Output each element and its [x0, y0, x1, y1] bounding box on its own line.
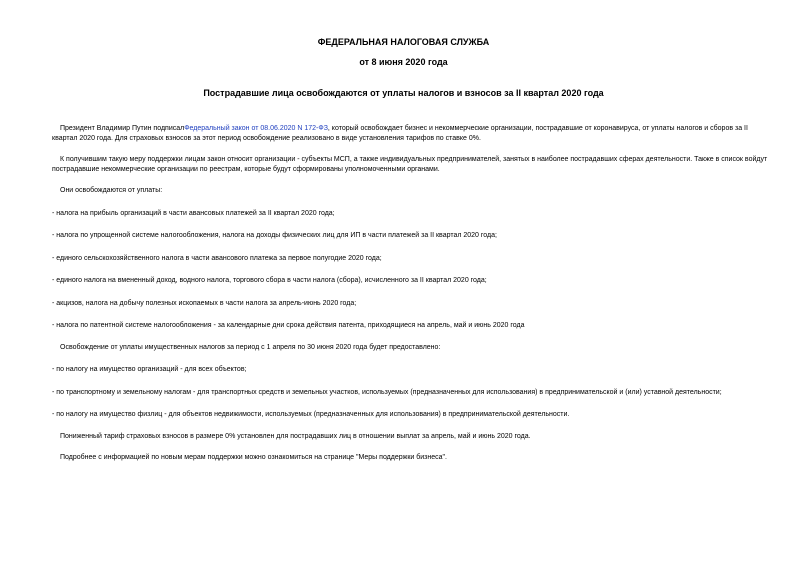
exempt-item: - налога по упрощенной системе налогообложения, налога на доходы физических лиц для ИП в части платежей за II квартал 2020 года;: [52, 232, 497, 239]
intro-text-after-link: , который освобождает бизнес и некоммерческие организации, пострадавшие от коронавируса, от уплаты налогов и сборов за II квартал 2020 года. Для страховых взносов за этот период освобождение реализовано в виде установления тарифов по ставке 0%.: [52, 125, 748, 142]
document-date: от 8 июня 2020 года: [359, 57, 448, 67]
intro-text-before-link: Президент Владимир Путин подписал: [60, 125, 185, 132]
recipients-paragraph: К получившим такую меру поддержки лицам закон относит организации - субъекты МСП, а также индивидуальных предпринимателей, занятых в наиболее пострадавших сферах деятельности. Также в список войдут пострадавшие некоммерческие организации по реестрам, которые будут сформированы уполномоченными органами.: [52, 156, 768, 173]
property-intro: Освобождение от уплаты имущественных налогов за период с 1 апреля по 30 июня 2020 года будет предоставлено:: [60, 343, 441, 351]
intro-paragraph: [52, 124, 770, 143]
federal-law-link[interactable]: Федеральный закон от 08.06.2020 N 172-ФЗ: [184, 125, 328, 132]
property-item: - по налогу на имущество организаций - для всех объектов;: [52, 366, 247, 373]
more-info-paragraph: Подробнее с информацией по новым мерам поддержки можно ознакомиться на странице "Меры поддержки бизнеса".: [60, 454, 447, 461]
property-item: - по налогу на имущество физлиц - для объектов недвижимости, используемых (предназначенных для использования) в предпринимательской деятельности.: [52, 411, 570, 418]
exempt-intro: Они освобождаются от уплаты:: [60, 187, 163, 194]
document-headline: Пострадавшие лица освобождаются от уплаты налогов и взносов за II квартал 2020 года: [203, 88, 604, 98]
exempt-item: - акцизов, налога на добычу полезных ископаемых в части налога за апрель-июнь 2020 года;: [52, 299, 357, 307]
agency-title: ФЕДЕРАЛЬНАЯ НАЛОГОВАЯ СЛУЖБА: [317, 37, 490, 47]
tariff-paragraph: Пониженный тариф страховых взносов в размере 0% установлен для пострадавших лиц в отношении выплат за апрель, май и июнь 2020 года.: [60, 432, 531, 440]
exempt-item: - единого сельскохозяйственного налога в части авансового платежа за первое полугодие 2020 года;: [52, 254, 382, 262]
exempt-item: - налога на прибыль организаций в части авансовых платежей за II квартал 2020 года;: [52, 209, 335, 217]
document-body: [52, 124, 770, 463]
exempt-item: - единого налога на вмененный доход, водного налога, торгового сбора в части налога (сбора), исчисленного за II квартал 2020 года;: [52, 277, 487, 284]
property-item: - по транспортному и земельному налогам - для транспортных средств и земельных участков, используемых (предназначенных для использования) в предпринимательской и (или) уставной деятельности;: [52, 388, 722, 396]
exempt-item: - налога по патентной системе налогообложения - за календарные дни срока действия патента, приходящиеся на апрель, май и июнь 2020 года: [52, 322, 525, 329]
